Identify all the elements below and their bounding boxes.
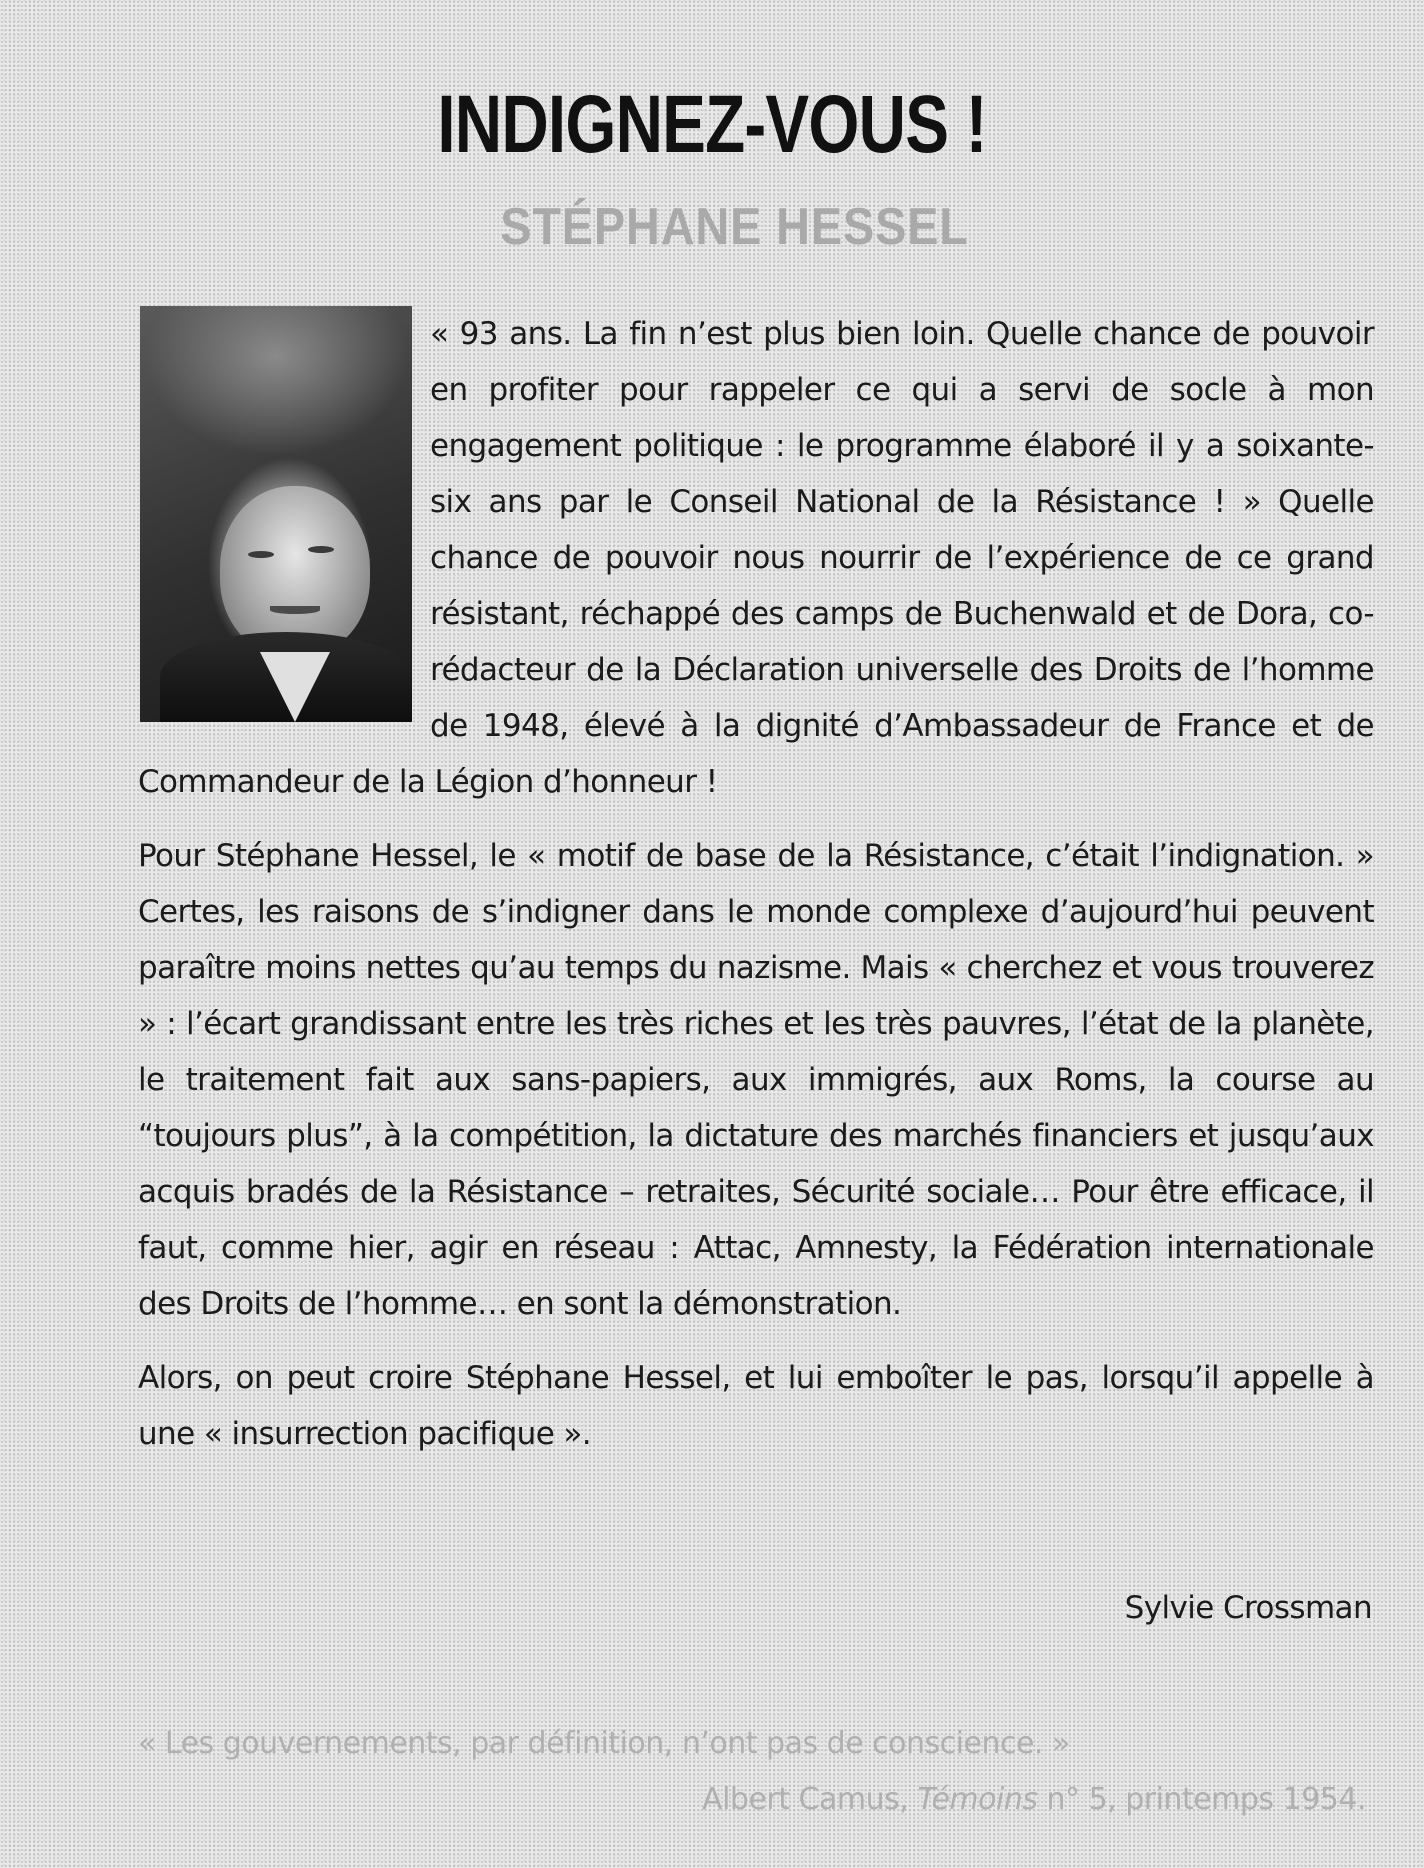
epigraph-source	[702, 1778, 1366, 1822]
page-title: INDIGNEZ-VOUS !	[437, 79, 987, 170]
paragraph-indignation: Pour Stéphane Hessel, le « motif de base de la Résistance, c’était l’indignation. » Certes, les raisons de s’indigner dans le monde complexe d’aujourd’hui peuvent paraître moins nettes qu’au temps du nazisme. Mais « cherchez et vous trouverez » : l’écart grandissant entre les très riches et les très pauvres, l’état de la planète, le traitement fait aux sans-papiers, aux immigrés, aux Roms, la course au “toujours plus”, à la compétition, la dictature des marchés financiers et jusqu’aux acquis bradés de la Résistance – retraites, Sécurité sociale… Pour être efficace, il faut, comme hier, agir en réseau : Attac, Amnesty, la Fédération internationale des Droits de l’homme… en sont la démonstration.	[138, 838, 1374, 1322]
photo-spacer	[138, 306, 430, 718]
author-name: STÉPHANE HESSEL	[500, 198, 969, 256]
epigraph-quote: « Les gouvernements, par définition, n’ont pas de conscience. »	[138, 1726, 1070, 1761]
epigraph-details: n° 5, printemps 1954.	[1046, 1782, 1366, 1817]
article-body	[138, 306, 1374, 1462]
signature: Sylvie Crossman	[1124, 1590, 1372, 1626]
epigraph-work: Témoins	[917, 1782, 1038, 1817]
epigraph-author: Albert Camus,	[702, 1782, 909, 1817]
paragraph-intro: « 93 ans. La fin n’est plus bien loin. Quelle chance de pouvoir en profiter pour rappeler ce qui a servi de socle à mon engagement politique : le programme élaboré il y a soixante-six ans par le Conseil National de la Résistance ! » Quelle chance de pouvoir nous nourrir de l’expérience de ce grand résistant, réchappé des camps de Buchenwald et de Dora, co-rédacteur de la Déclaration universelle des Droits de l’homme de 1948, élevé à la dignité d’Ambassadeur de France et de Commandeur de la Légion d’honneur !	[138, 316, 1374, 800]
paragraph-conclusion: Alors, on peut croire Stéphane Hessel, et lui emboîter le pas, lorsqu’il appelle à une « insurrection pacifique ».	[138, 1360, 1374, 1452]
